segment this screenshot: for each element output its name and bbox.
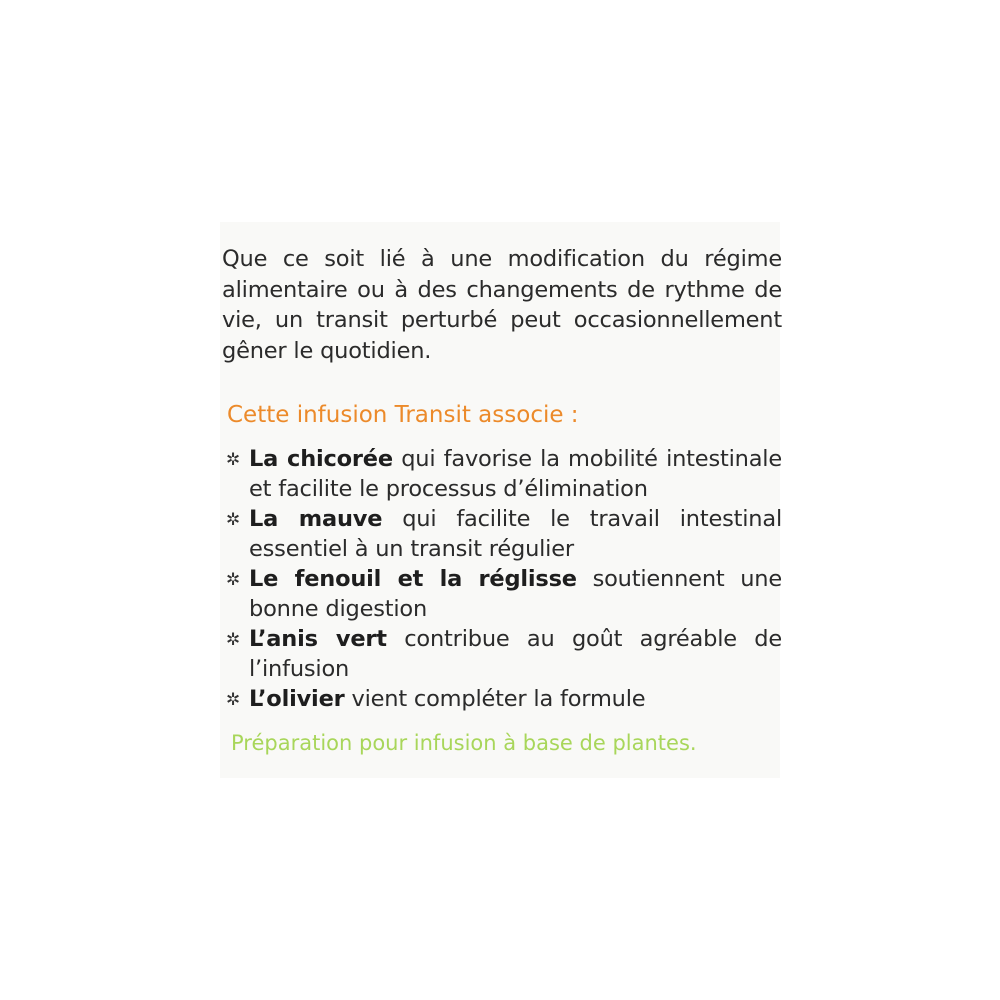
list-item xyxy=(222,444,782,504)
list-item xyxy=(222,624,782,684)
star-bullet-icon: ✲ xyxy=(226,510,241,530)
product-description xyxy=(222,244,782,758)
star-bullet-icon: ✲ xyxy=(226,630,241,650)
ingredient-description: soutiennent une bonne digestion xyxy=(249,566,782,622)
star-bullet-icon: ✲ xyxy=(226,450,241,470)
ingredient-name: L’olivier xyxy=(249,686,345,712)
ingredient-description: vient compléter la formule xyxy=(344,686,646,712)
ingredient-name: La mauve xyxy=(249,506,383,532)
list-item xyxy=(222,564,782,624)
star-bullet-icon: ✲ xyxy=(226,690,241,710)
ingredient-list xyxy=(222,444,782,714)
ingredient-name: Le fenouil et la réglisse xyxy=(249,566,577,592)
list-item xyxy=(222,684,782,714)
ingredient-description: qui facilite le travail intestinal essentiel à un transit régulier xyxy=(249,506,782,562)
list-item xyxy=(222,504,782,564)
star-bullet-icon: ✲ xyxy=(226,570,241,590)
preparation-note: Préparation pour infusion à base de plantes. xyxy=(231,731,697,755)
ingredient-name: La chicorée xyxy=(249,446,393,472)
ingredient-name: L’anis vert xyxy=(249,626,387,652)
ingredient-description: contribue au goût agréable de l’infusion xyxy=(249,626,782,682)
intro-paragraph: Que ce soit lié à une modification du régime alimentaire ou à des changements de rythme de vie, un transit perturbé peut occasionnellement gêner le quotidien. xyxy=(222,246,782,364)
ingredient-description: qui favorise la mobilité intestinale et facilite le processus d’élimination xyxy=(249,446,782,502)
section-heading: Cette infusion Transit associe : xyxy=(227,402,579,428)
